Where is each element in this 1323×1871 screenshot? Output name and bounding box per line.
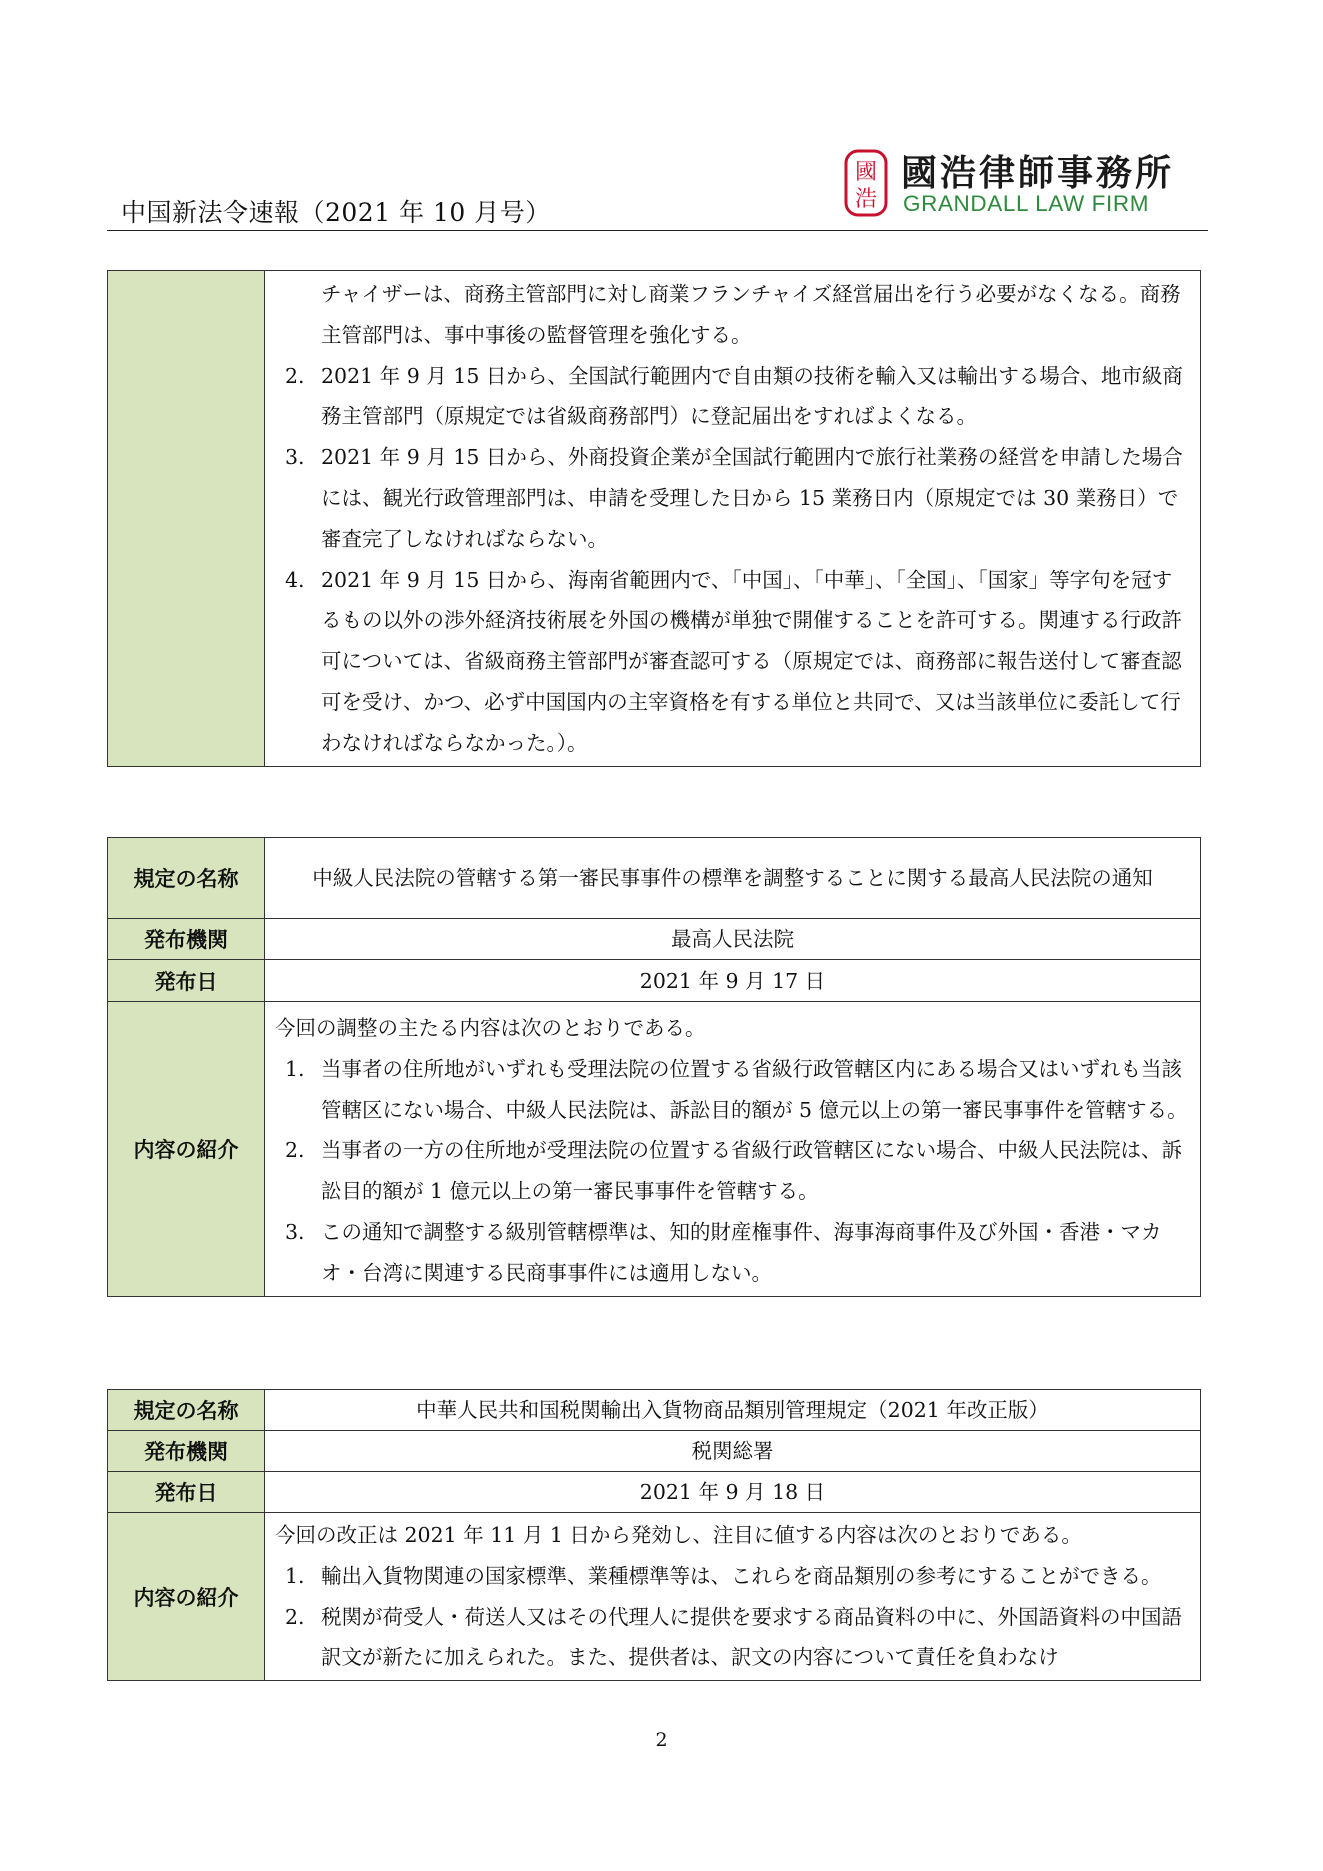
logo-name-en: GRANDALL LAW FIRM <box>903 191 1150 216</box>
svg-text:國: 國 <box>854 160 878 185</box>
seal-icon <box>843 148 889 218</box>
regulation-content <box>265 1002 1201 1297</box>
regulation-date: 2021 年 9 月 17 日 <box>265 960 1201 1002</box>
content-intro: 今回の調整の主たる内容は次のとおりである。 <box>275 1016 706 1040</box>
list-item: 3. この通知で調整する級別管轄標準は、知的財産権事件、海事海商事件及び外国・香港・マカオ・台湾に関連する民商事事件には適用しない。 <box>285 1219 1162 1285</box>
list-item: 2. 税関が荷受人・荷送人又はその代理人に提供を要求する商品資料の中に、外国語資料の中国語訳文が新たに加えられた。また、提供者は、訳文の内容について責任を負わなけ <box>285 1604 1182 1670</box>
item-list <box>275 356 1190 764</box>
list-item: 4. 2021 年 9 月 15 日から、海南省範囲内で、「中国」、「中華」、「全国」、「国家」等字句を冠するもの以外の渉外経済技術展を外国の機構が単独で開催することを許可する。関連する行政許可については、省級商務主管部門が審査認可する（原規定では、商務部に報告送付して審査認可を受け、かつ、必ず中国国内の主宰資格を有する単位と共同で、又は当該単位に委託して行わなければならなかった。）。 <box>285 567 1182 755</box>
regulation-name: 中華人民共和国税関輸出入貨物商品類別管理規定（2021 年改正版） <box>265 1390 1201 1431</box>
regulation-name: 中級人民法院の管轄する第一審民事事件の標準を調整することに関する最高人民法院の通知 <box>265 838 1201 919</box>
regulation-content <box>265 1513 1201 1681</box>
svg-text:浩: 浩 <box>854 187 878 212</box>
item-list <box>275 1049 1190 1294</box>
content-intro: 今回の改正は 2021 年 11 月 1 日から発効し、注目に値する内容は次のとおりである。 <box>275 1523 1082 1547</box>
item-list <box>275 1556 1190 1678</box>
content-cell <box>265 271 1201 767</box>
regulation-issuer: 最高人民法院 <box>265 919 1201 960</box>
page-number: 2 <box>655 1729 668 1751</box>
label-date: 発布日 <box>108 960 265 1002</box>
list-item: 2. 2021 年 9 月 15 日から、全国試行範囲内で自由類の技術を輸入又は輸出する場合、地市級商務主管部門（原規定では省級商務部門）に登記届出をすればよくなる。 <box>285 363 1183 429</box>
continued-table <box>107 270 1201 767</box>
list-item: 3. 2021 年 9 月 15 日から、外商投資企業が全国試行範囲内で旅行社業務の経営を申請した場合には、観光行政管理部門は、申請を受理した日から 15 業務日内（原規定では 30 業務日）で審査完了しなければならない。 <box>285 445 1183 551</box>
list-item: 1. 当事者の住所地がいずれも受理法院の位置する省級行政管轄区内にある場合又はいずれも当該管轄区にない場合、中級人民法院は、訴訟目的額が 5 億元以上の第一審民事事件を管轄する。 <box>285 1056 1188 1122</box>
regulation-date: 2021 年 9 月 18 日 <box>265 1472 1201 1513</box>
label-issuer: 発布機関 <box>108 1431 265 1472</box>
logo-name-cjk: 國浩律師事務所 <box>901 153 1175 194</box>
firm-logo <box>843 145 1178 220</box>
label-issuer: 発布機関 <box>108 919 265 960</box>
label-content: 内容の紹介 <box>108 1002 265 1297</box>
regulation-table-2 <box>107 1389 1201 1681</box>
label-content: 内容の紹介 <box>108 1513 265 1681</box>
list-item: 1. 輸出入貨物関連の国家標準、業種標準等は、これらを商品類別の参考にすることができる。 <box>285 1563 1162 1588</box>
list-item: 2. 当事者の一方の住所地が受理法院の位置する省級行政管轄区にない場合、中級人民法院は、訴訟目的額が 1 億元以上の第一審民事事件を管轄する。 <box>285 1138 1182 1204</box>
continued-text: チャイザーは、商務主管部門に対し商業フランチャイズ経営届出を行う必要がなくなる。商務主管部門は、事中事後の監督管理を強化する。 <box>321 282 1181 347</box>
page-header <box>107 145 1208 231</box>
label-name: 規定の名称 <box>108 838 265 919</box>
regulation-issuer: 税関総署 <box>265 1431 1201 1472</box>
regulation-table-1 <box>107 837 1201 1297</box>
label-date: 発布日 <box>108 1472 265 1513</box>
label-name: 規定の名称 <box>108 1390 265 1431</box>
label-cell-empty <box>108 271 265 767</box>
newsletter-title: 中国新法令速報（2021 年 10 月号） <box>121 198 551 227</box>
